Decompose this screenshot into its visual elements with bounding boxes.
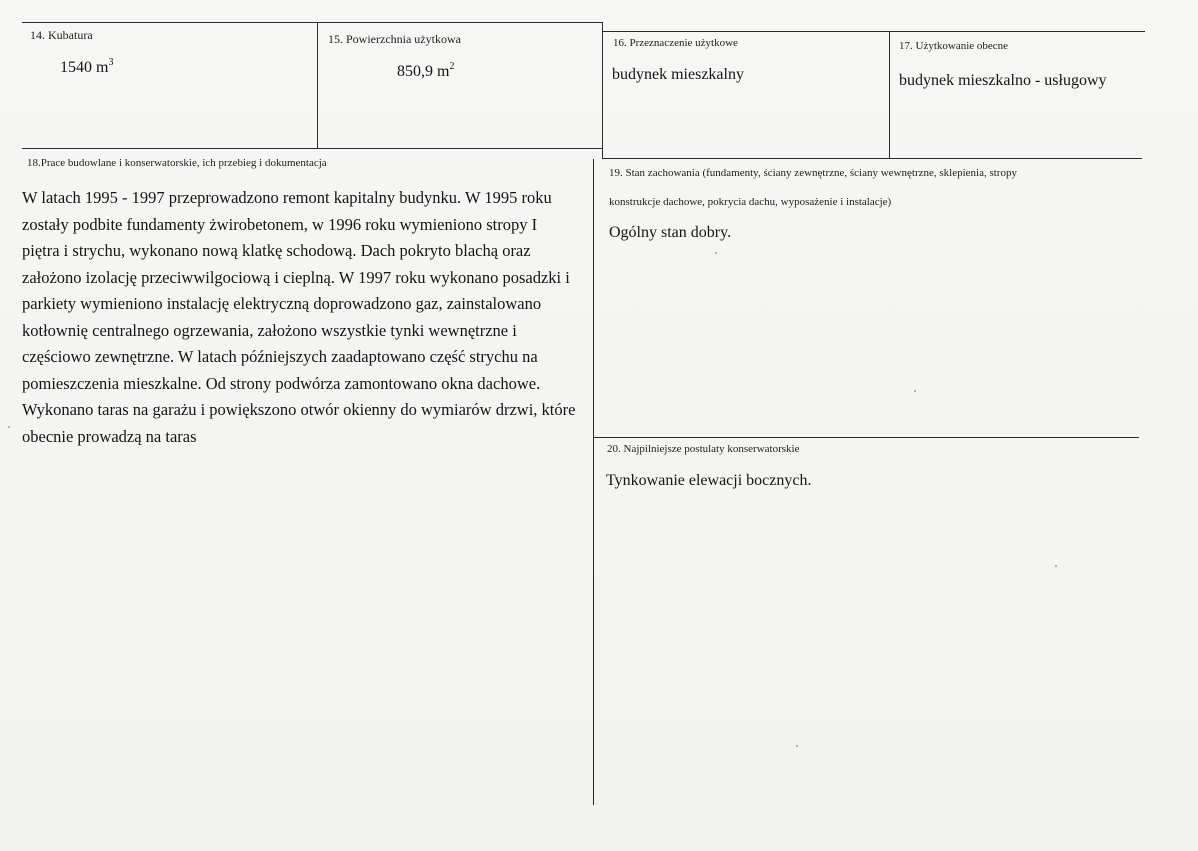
field-20-label: 20. Najpilniejsze postulaty konserwatorskie [607, 443, 800, 455]
scan-speck [796, 745, 798, 747]
field-14-number: 1540 m [60, 59, 109, 76]
field-15-value [397, 62, 454, 82]
field-18-line: kotłownię centralnego ogrzewania, założono wszystkie tynki wewnętrzne i [22, 320, 517, 340]
field-15-number: 850,9 m [397, 63, 450, 80]
field-17-label: 17. Użytkowanie obecne [899, 40, 1009, 52]
field-18-text [22, 185, 575, 450]
field-18-line: Wykonano taras na garażu i powiększono otwór okienny do wymiarów drzwi, które [22, 400, 576, 419]
section-20-divider-line [593, 437, 1139, 438]
field-18-line: W latach 1995 - 1997 przeprowadzono remont kapitalny budynku. W 1995 roku [22, 188, 552, 207]
scan-speck [715, 252, 717, 254]
field-18-line: zostały podbite fundamenty żwirobetonem, w 1996 roku wymieniono stropy I [22, 214, 538, 234]
scan-speck [914, 390, 916, 392]
top-border-line-right [602, 31, 1145, 32]
field-18-line: piętra i strychu, wykonano nową klatkę schodową. Dach pokryto blachą oraz [22, 241, 531, 260]
scan-speck [1055, 565, 1057, 567]
field-17-value: budynek mieszkalno - usługowy [899, 72, 1107, 89]
scan-speck [8, 426, 10, 428]
column-divider-line-1 [317, 22, 318, 148]
field-19-value: Ogólny stan dobry. [609, 224, 732, 241]
row-divider-line-right [602, 158, 1142, 159]
lower-column-divider-line [593, 159, 594, 805]
field-14-label: 14. Kubatura [30, 28, 93, 42]
field-16-value: budynek mieszkalny [612, 66, 744, 83]
field-18-line: częściowo zewnętrzne. W latach późniejszych zaadaptowano część strychu na [22, 347, 538, 366]
field-14-value [60, 58, 113, 78]
field-19-label-line-1: 19. Stan zachowania (fundamenty, ściany zewnętrzne, ściany wewnętrzne, sklepienia, stropy [609, 167, 1017, 179]
field-20-value: Tynkowanie elewacji bocznych. [606, 472, 812, 489]
row-divider-line [22, 148, 602, 149]
field-18-label: 18.Prace budowlane i konserwatorskie, ich przebieg i dokumentacja [27, 157, 327, 169]
top-border-line [22, 22, 602, 23]
field-18-line: pomieszczenia mieszkalne. Od strony podwórza zamontowano okna dachowe. [22, 373, 541, 393]
field-18-line: założono izolację przeciwwilgociową i cieplną. W 1997 roku wykonano posadzki i [22, 267, 570, 287]
field-14-unit-exponent: 3 [108, 57, 114, 68]
field-16-label: 16. Przeznaczenie użytkowe [613, 37, 738, 49]
field-15-unit-exponent: 2 [449, 61, 455, 72]
field-18-line: parkiety wymieniono instalację elektryczną doprowadzono gaz, zainstalowano [22, 294, 542, 313]
column-divider-line-2 [602, 22, 603, 159]
field-18-line: obecnie prowadzą na taras [22, 426, 197, 446]
column-divider-line-3 [889, 31, 890, 158]
field-15-label: 15. Powierzchnia użytkowa [328, 32, 461, 46]
field-19-label-line-2: konstrukcje dachowe, pokrycia dachu, wyposażenie i instalacje) [609, 196, 892, 208]
